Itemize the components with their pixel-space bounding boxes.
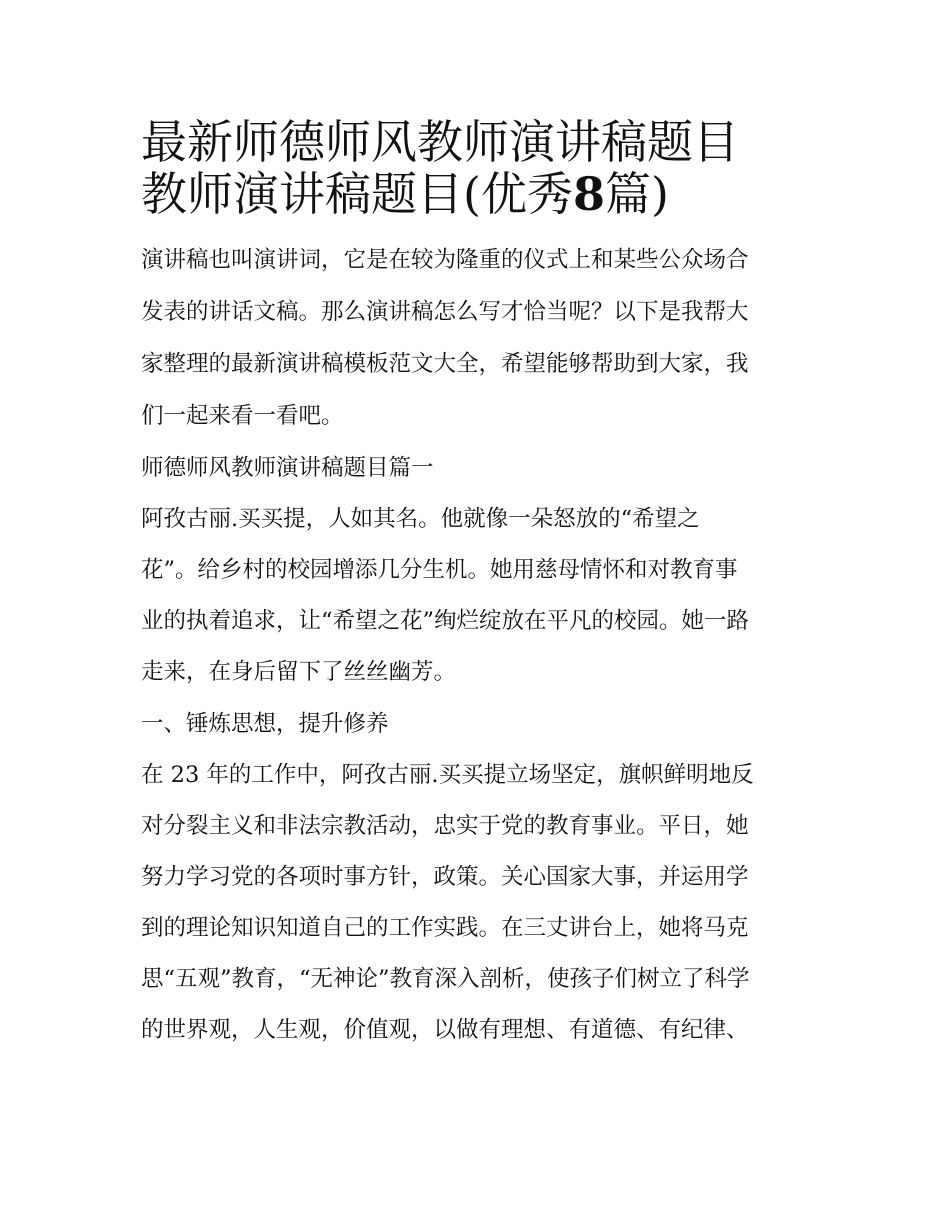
- paragraph-2: [141, 750, 821, 1056]
- paragraph-2-line: 努力学习党的各项时事方针，政策。关心国家大事，并运用学: [141, 864, 749, 890]
- section-heading-block: [141, 442, 821, 494]
- paragraph-1-line: 花”。给乡村的校园增添几分生机。她用慈母情怀和对教育事: [141, 557, 738, 583]
- paragraph-2-line: 在 23 年的工作中，阿孜古丽.买买提立场坚定，旗帜鲜明地反: [141, 762, 754, 788]
- title-line-1: 最新师德师风教师演讲稿题目: [141, 115, 739, 169]
- title-line-2-number: 8: [572, 167, 605, 221]
- intro-line: 们一起来看一看吧。: [141, 403, 344, 429]
- intro-line: 发表的讲话文稿。那么演讲稿怎么写才恰当呢？以下是我帮大: [141, 299, 749, 325]
- document-title: [141, 116, 821, 220]
- paragraph-2-line: 的世界观，人生观，价值观，以做有理想、有道德、有纪律、: [141, 1017, 749, 1043]
- paragraph-2-line: 思“五观”教育，“无神论”教育深入剖析，使孩子们树立了科学: [141, 966, 750, 992]
- intro-line: 家整理的最新演讲稿模板范文大全，希望能够帮助到大家，我: [141, 351, 749, 377]
- document-content: [141, 116, 821, 1056]
- paragraph-1: [141, 494, 821, 698]
- title-line-2: [141, 168, 821, 220]
- intro-paragraph: [141, 234, 821, 442]
- section-heading: 师德师风教师演讲稿题目篇一: [141, 455, 434, 481]
- paragraph-2-line: 对分裂主义和非法宗教活动，忠实于党的教育事业。平日，她: [141, 813, 749, 839]
- subheading: 一、锤炼思想，提升修养: [141, 711, 389, 737]
- paragraph-2-line: 到的理论知识知道自己的工作实践。在三丈讲台上，她将马克: [141, 915, 749, 941]
- paragraph-1-line: 走来，在身后留下了丝丝幽芳。: [141, 659, 457, 685]
- title-line-2-prefix: 教师演讲稿题目(优秀: [141, 167, 573, 221]
- paragraph-1-line: 阿孜古丽.买买提，人如其名。他就像一朵怒放的“希望之: [141, 506, 700, 532]
- intro-line: 演讲稿也叫演讲词，它是在较为隆重的仪式上和某些公众场合: [141, 247, 749, 273]
- title-line-2-suffix: 篇): [604, 167, 669, 221]
- paragraph-1-line: 业的执着追求，让“希望之花”绚烂绽放在平凡的校园。她一路: [141, 608, 750, 634]
- subheading-block: [141, 698, 821, 750]
